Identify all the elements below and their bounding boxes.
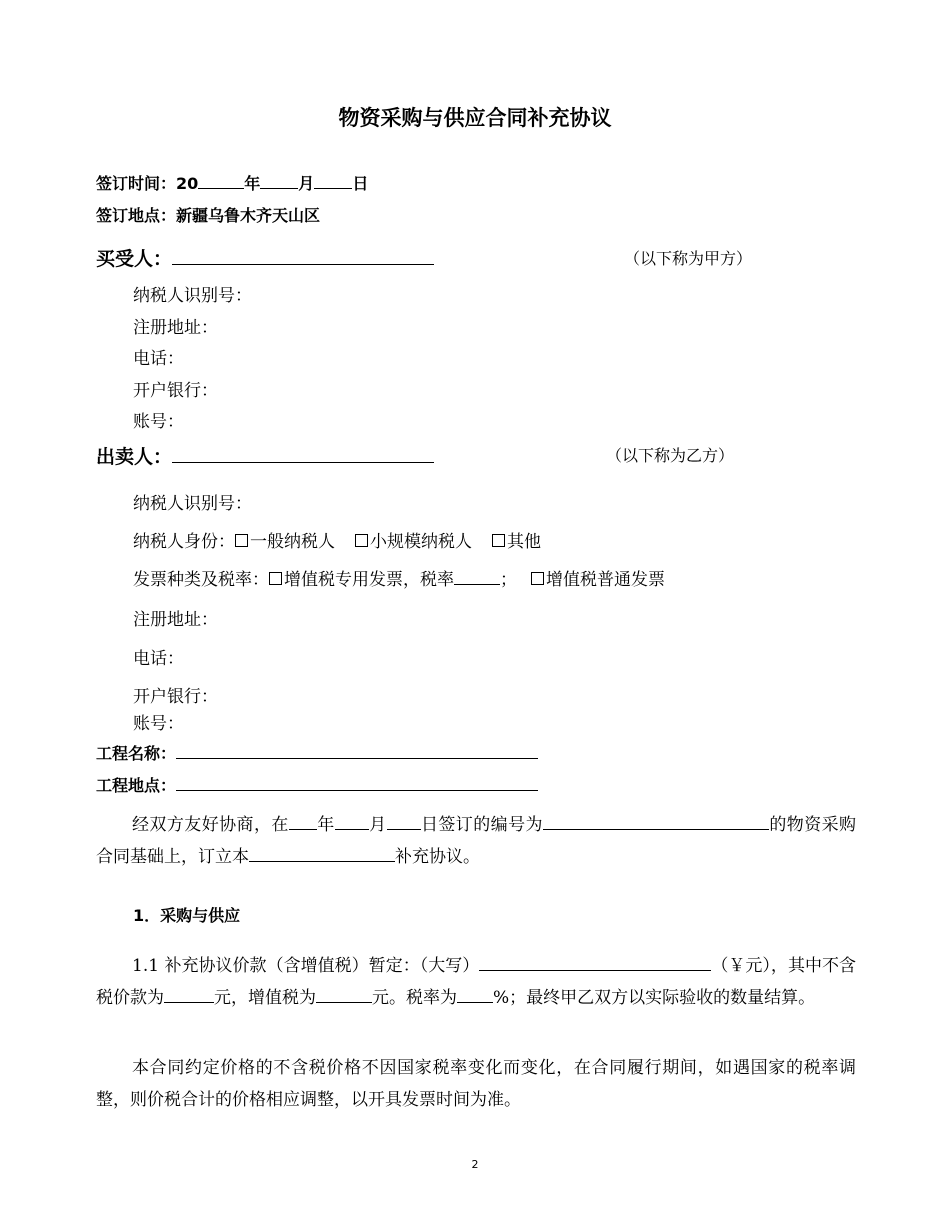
price-uppercase-blank [479,953,711,971]
price-text-c: 元），其中不含税价款为 [96,956,857,1008]
price-text-f: %；最终甲乙双方以实际验收的数量结算。 [493,988,816,1008]
project-place-blank [176,774,538,791]
document-title: 物资采购与供应合同补充协议 [338,106,612,130]
price-text-a: 1.1 补充协议价款（含增值税）暂定：（大写） [132,956,480,976]
intro-t5: 的物资采购合同基础上，订立本 [96,815,857,867]
seller-bank: 开户银行： [133,687,218,707]
tax-rate-percent-blank [457,985,493,1003]
seller-address: 注册地址： [133,610,218,630]
checkbox-small-taxpayer[interactable] [355,534,368,547]
intro-paragraph [96,809,856,873]
price-text-b: （￥ [711,956,746,976]
intro-t6: 补充协议。 [395,847,480,867]
month-blank [260,172,298,189]
intro-t1: 经双方友好协商，在 [132,815,289,835]
invoice-separator: ； [500,570,517,590]
buyer-label: 买受人： [96,248,173,270]
sign-place-value: 新疆乌鲁木齐天山区 [176,206,321,225]
seller-name-blank [172,443,434,463]
price-excl-tax-blank [164,985,214,1003]
seller-account: 账号： [133,714,184,734]
seller-invoice-line [133,565,665,590]
seller-line [96,442,434,469]
section-1-price-note: 本合同约定价格的不含税价格不因国家税率变化而变化，在合同履行期间，如遇国家的税率调整，则价税合计的价格相应调整，以开具发票时间为准。 [96,1058,856,1110]
seller-alias: （以下称为乙方） [606,446,735,465]
checkbox-general-taxpayer[interactable] [235,534,248,547]
year-label: 年 [244,174,261,193]
vat-amount-blank [316,985,372,1003]
price-text-d: 元，增值税为 [214,988,316,1008]
option-small-taxpayer: 小规模纳税人 [370,532,472,552]
project-name-line [96,741,538,764]
seller-label: 出卖人： [96,446,173,468]
contract-number-blank [543,812,769,830]
invoice-special: 增值税专用发票，税率 [284,570,454,590]
invoice-label: 发票种类及税率： [133,570,269,590]
option-general-taxpayer: 一般纳税人 [250,532,335,552]
checkbox-normal-invoice[interactable] [531,572,544,585]
checkbox-special-invoice[interactable] [269,572,282,585]
intro-t4: 日签订的编号为 [420,815,543,835]
sign-place-line [96,203,320,226]
project-name-blank [176,742,538,759]
buyer-bank: 开户银行： [133,381,218,401]
intro-month-blank [335,812,369,830]
sign-time-label: 签订时间： [96,174,177,193]
intro-t3: 月 [368,815,387,835]
project-name-label: 工程名称： [96,744,177,763]
sign-place-label: 签订地点： [96,206,177,225]
identity-label: 纳税人身份： [133,532,235,552]
project-place-line [96,773,538,796]
tax-rate-blank [454,567,500,585]
checkbox-other[interactable] [492,534,505,547]
sign-time-prefix: 20 [176,174,199,193]
seller-phone: 电话： [133,649,184,669]
intro-day-blank [387,812,421,830]
day-blank [314,172,352,189]
buyer-address: 注册地址： [133,318,218,338]
project-place-label: 工程地点： [96,776,177,795]
buyer-alias: （以下称为甲方） [624,249,753,268]
section-1-heading: 1．采购与供应 [133,906,241,925]
seller-identity-line [133,527,541,552]
sign-time-line [96,171,368,194]
buyer-account: 账号： [133,412,184,432]
intro-year-blank [289,812,317,830]
buyer-phone: 电话： [133,349,184,369]
buyer-line [96,244,434,271]
year-blank [198,172,244,189]
buyer-name-blank [172,245,434,265]
intro-t2: 年 [316,815,335,835]
page-number: 2 [471,1158,479,1171]
buyer-taxpayer-id: 纳税人识别号： [133,286,252,306]
day-label: 日 [352,174,369,193]
option-other: 其他 [507,532,541,552]
seller-taxpayer-id: 纳税人识别号： [133,494,252,514]
price-text-e: 元。税率为 [372,988,457,1008]
agreement-name-blank [249,844,395,862]
section-1-1-paragraph [96,950,856,1014]
invoice-normal: 增值税普通发票 [546,570,665,590]
month-label: 月 [298,174,315,193]
